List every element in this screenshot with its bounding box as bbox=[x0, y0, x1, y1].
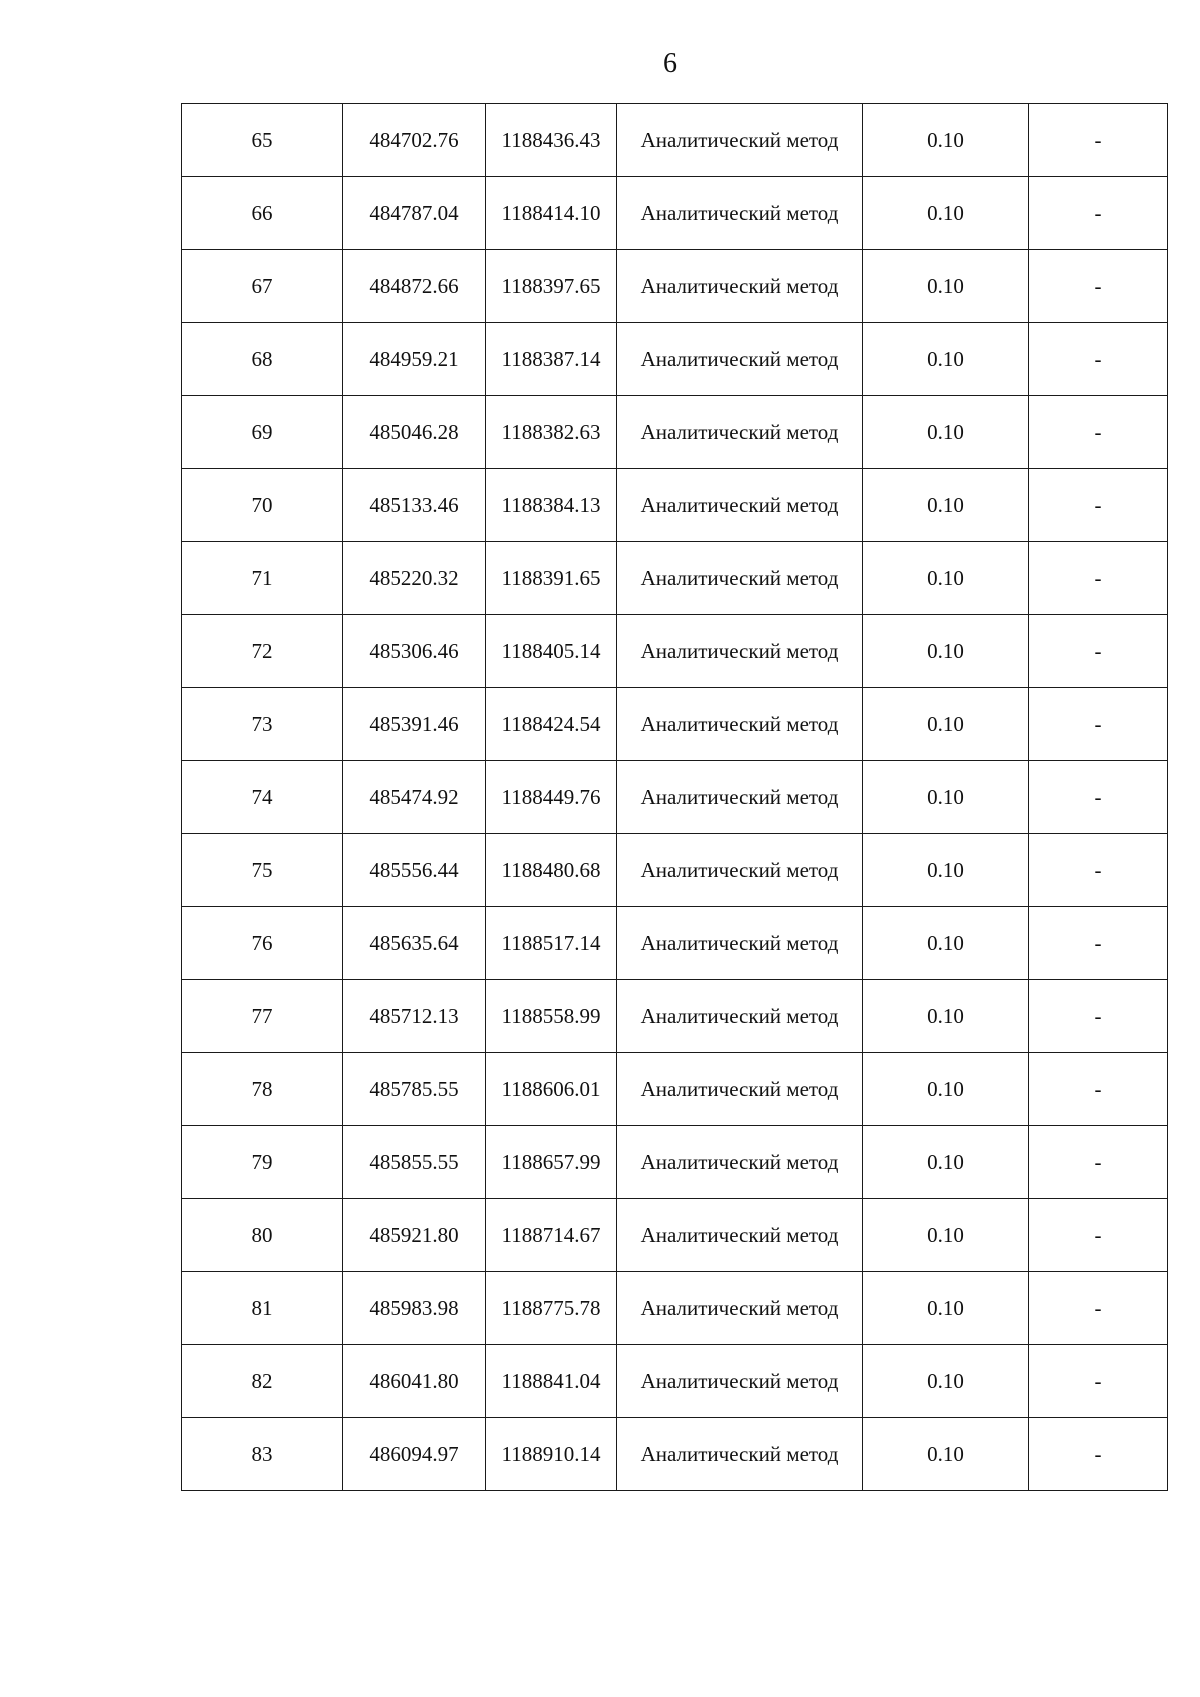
method-cell: Аналитический метод bbox=[617, 323, 863, 396]
method-cell: Аналитический метод bbox=[617, 688, 863, 761]
table-row bbox=[182, 1126, 1168, 1199]
note-cell: - bbox=[1029, 104, 1168, 177]
method-cell: Аналитический метод bbox=[617, 1272, 863, 1345]
y-coordinate-cell: 1188910.14 bbox=[486, 1418, 617, 1491]
x-coordinate-cell: 486041.80 bbox=[343, 1345, 486, 1418]
y-coordinate-cell: 1188558.99 bbox=[486, 980, 617, 1053]
note-cell: - bbox=[1029, 615, 1168, 688]
accuracy-cell: 0.10 bbox=[863, 396, 1029, 469]
accuracy-cell: 0.10 bbox=[863, 980, 1029, 1053]
y-coordinate-cell: 1188606.01 bbox=[486, 1053, 617, 1126]
point-number-cell: 79 bbox=[182, 1126, 343, 1199]
note-cell: - bbox=[1029, 177, 1168, 250]
x-coordinate-cell: 484787.04 bbox=[343, 177, 486, 250]
x-coordinate-cell: 486094.97 bbox=[343, 1418, 486, 1491]
point-number-cell: 72 bbox=[182, 615, 343, 688]
accuracy-cell: 0.10 bbox=[863, 688, 1029, 761]
x-coordinate-cell: 485046.28 bbox=[343, 396, 486, 469]
accuracy-cell: 0.10 bbox=[863, 615, 1029, 688]
point-number-cell: 65 bbox=[182, 104, 343, 177]
method-cell: Аналитический метод bbox=[617, 104, 863, 177]
note-cell: - bbox=[1029, 834, 1168, 907]
method-cell: Аналитический метод bbox=[617, 250, 863, 323]
note-cell: - bbox=[1029, 542, 1168, 615]
accuracy-cell: 0.10 bbox=[863, 1053, 1029, 1126]
note-cell: - bbox=[1029, 761, 1168, 834]
method-cell: Аналитический метод bbox=[617, 907, 863, 980]
table-row bbox=[182, 396, 1168, 469]
x-coordinate-cell: 485785.55 bbox=[343, 1053, 486, 1126]
table-row bbox=[182, 907, 1168, 980]
y-coordinate-cell: 1188382.63 bbox=[486, 396, 617, 469]
method-cell: Аналитический метод bbox=[617, 834, 863, 907]
note-cell: - bbox=[1029, 1418, 1168, 1491]
table-row bbox=[182, 104, 1168, 177]
x-coordinate-cell: 485306.46 bbox=[343, 615, 486, 688]
accuracy-cell: 0.10 bbox=[863, 1272, 1029, 1345]
table-row bbox=[182, 1199, 1168, 1272]
y-coordinate-cell: 1188405.14 bbox=[486, 615, 617, 688]
coordinates-table bbox=[181, 103, 1168, 1491]
point-number-cell: 69 bbox=[182, 396, 343, 469]
y-coordinate-cell: 1188414.10 bbox=[486, 177, 617, 250]
x-coordinate-cell: 485474.92 bbox=[343, 761, 486, 834]
accuracy-cell: 0.10 bbox=[863, 1199, 1029, 1272]
point-number-cell: 75 bbox=[182, 834, 343, 907]
coordinates-table-body bbox=[182, 104, 1168, 1491]
table-row bbox=[182, 323, 1168, 396]
point-number-cell: 83 bbox=[182, 1418, 343, 1491]
y-coordinate-cell: 1188391.65 bbox=[486, 542, 617, 615]
method-cell: Аналитический метод bbox=[617, 1199, 863, 1272]
y-coordinate-cell: 1188714.67 bbox=[486, 1199, 617, 1272]
point-number-cell: 68 bbox=[182, 323, 343, 396]
note-cell: - bbox=[1029, 469, 1168, 542]
table-row bbox=[182, 1418, 1168, 1491]
table-row bbox=[182, 1345, 1168, 1418]
y-coordinate-cell: 1188449.76 bbox=[486, 761, 617, 834]
accuracy-cell: 0.10 bbox=[863, 469, 1029, 542]
y-coordinate-cell: 1188775.78 bbox=[486, 1272, 617, 1345]
method-cell: Аналитический метод bbox=[617, 615, 863, 688]
table-row bbox=[182, 542, 1168, 615]
accuracy-cell: 0.10 bbox=[863, 761, 1029, 834]
table-row bbox=[182, 177, 1168, 250]
x-coordinate-cell: 485855.55 bbox=[343, 1126, 486, 1199]
point-number-cell: 82 bbox=[182, 1345, 343, 1418]
x-coordinate-cell: 484872.66 bbox=[343, 250, 486, 323]
note-cell: - bbox=[1029, 1272, 1168, 1345]
y-coordinate-cell: 1188841.04 bbox=[486, 1345, 617, 1418]
table-row bbox=[182, 615, 1168, 688]
accuracy-cell: 0.10 bbox=[863, 250, 1029, 323]
x-coordinate-cell: 485635.64 bbox=[343, 907, 486, 980]
y-coordinate-cell: 1188424.54 bbox=[486, 688, 617, 761]
y-coordinate-cell: 1188517.14 bbox=[486, 907, 617, 980]
point-number-cell: 67 bbox=[182, 250, 343, 323]
accuracy-cell: 0.10 bbox=[863, 323, 1029, 396]
table-row bbox=[182, 469, 1168, 542]
table-row bbox=[182, 250, 1168, 323]
note-cell: - bbox=[1029, 980, 1168, 1053]
y-coordinate-cell: 1188657.99 bbox=[486, 1126, 617, 1199]
method-cell: Аналитический метод bbox=[617, 469, 863, 542]
x-coordinate-cell: 484702.76 bbox=[343, 104, 486, 177]
accuracy-cell: 0.10 bbox=[863, 907, 1029, 980]
point-number-cell: 71 bbox=[182, 542, 343, 615]
note-cell: - bbox=[1029, 323, 1168, 396]
table-row bbox=[182, 1272, 1168, 1345]
y-coordinate-cell: 1188480.68 bbox=[486, 834, 617, 907]
table-row bbox=[182, 834, 1168, 907]
x-coordinate-cell: 485391.46 bbox=[343, 688, 486, 761]
y-coordinate-cell: 1188436.43 bbox=[486, 104, 617, 177]
method-cell: Аналитический метод bbox=[617, 1418, 863, 1491]
x-coordinate-cell: 484959.21 bbox=[343, 323, 486, 396]
method-cell: Аналитический метод bbox=[617, 1126, 863, 1199]
note-cell: - bbox=[1029, 396, 1168, 469]
point-number-cell: 66 bbox=[182, 177, 343, 250]
y-coordinate-cell: 1188387.14 bbox=[486, 323, 617, 396]
x-coordinate-cell: 485983.98 bbox=[343, 1272, 486, 1345]
method-cell: Аналитический метод bbox=[617, 542, 863, 615]
accuracy-cell: 0.10 bbox=[863, 834, 1029, 907]
x-coordinate-cell: 485712.13 bbox=[343, 980, 486, 1053]
x-coordinate-cell: 485556.44 bbox=[343, 834, 486, 907]
point-number-cell: 81 bbox=[182, 1272, 343, 1345]
point-number-cell: 80 bbox=[182, 1199, 343, 1272]
point-number-cell: 70 bbox=[182, 469, 343, 542]
point-number-cell: 78 bbox=[182, 1053, 343, 1126]
method-cell: Аналитический метод bbox=[617, 177, 863, 250]
accuracy-cell: 0.10 bbox=[863, 1345, 1029, 1418]
note-cell: - bbox=[1029, 1126, 1168, 1199]
y-coordinate-cell: 1188397.65 bbox=[486, 250, 617, 323]
table-row bbox=[182, 761, 1168, 834]
x-coordinate-cell: 485133.46 bbox=[343, 469, 486, 542]
method-cell: Аналитический метод bbox=[617, 396, 863, 469]
accuracy-cell: 0.10 bbox=[863, 104, 1029, 177]
point-number-cell: 76 bbox=[182, 907, 343, 980]
method-cell: Аналитический метод bbox=[617, 1345, 863, 1418]
table-row bbox=[182, 1053, 1168, 1126]
page-number: 6 bbox=[663, 48, 677, 79]
accuracy-cell: 0.10 bbox=[863, 1418, 1029, 1491]
accuracy-cell: 0.10 bbox=[863, 542, 1029, 615]
method-cell: Аналитический метод bbox=[617, 1053, 863, 1126]
table-row bbox=[182, 980, 1168, 1053]
note-cell: - bbox=[1029, 1199, 1168, 1272]
note-cell: - bbox=[1029, 1053, 1168, 1126]
point-number-cell: 73 bbox=[182, 688, 343, 761]
method-cell: Аналитический метод bbox=[617, 761, 863, 834]
method-cell: Аналитический метод bbox=[617, 980, 863, 1053]
note-cell: - bbox=[1029, 688, 1168, 761]
point-number-cell: 77 bbox=[182, 980, 343, 1053]
x-coordinate-cell: 485921.80 bbox=[343, 1199, 486, 1272]
y-coordinate-cell: 1188384.13 bbox=[486, 469, 617, 542]
x-coordinate-cell: 485220.32 bbox=[343, 542, 486, 615]
table-row bbox=[182, 688, 1168, 761]
point-number-cell: 74 bbox=[182, 761, 343, 834]
note-cell: - bbox=[1029, 1345, 1168, 1418]
note-cell: - bbox=[1029, 250, 1168, 323]
note-cell: - bbox=[1029, 907, 1168, 980]
accuracy-cell: 0.10 bbox=[863, 1126, 1029, 1199]
accuracy-cell: 0.10 bbox=[863, 177, 1029, 250]
